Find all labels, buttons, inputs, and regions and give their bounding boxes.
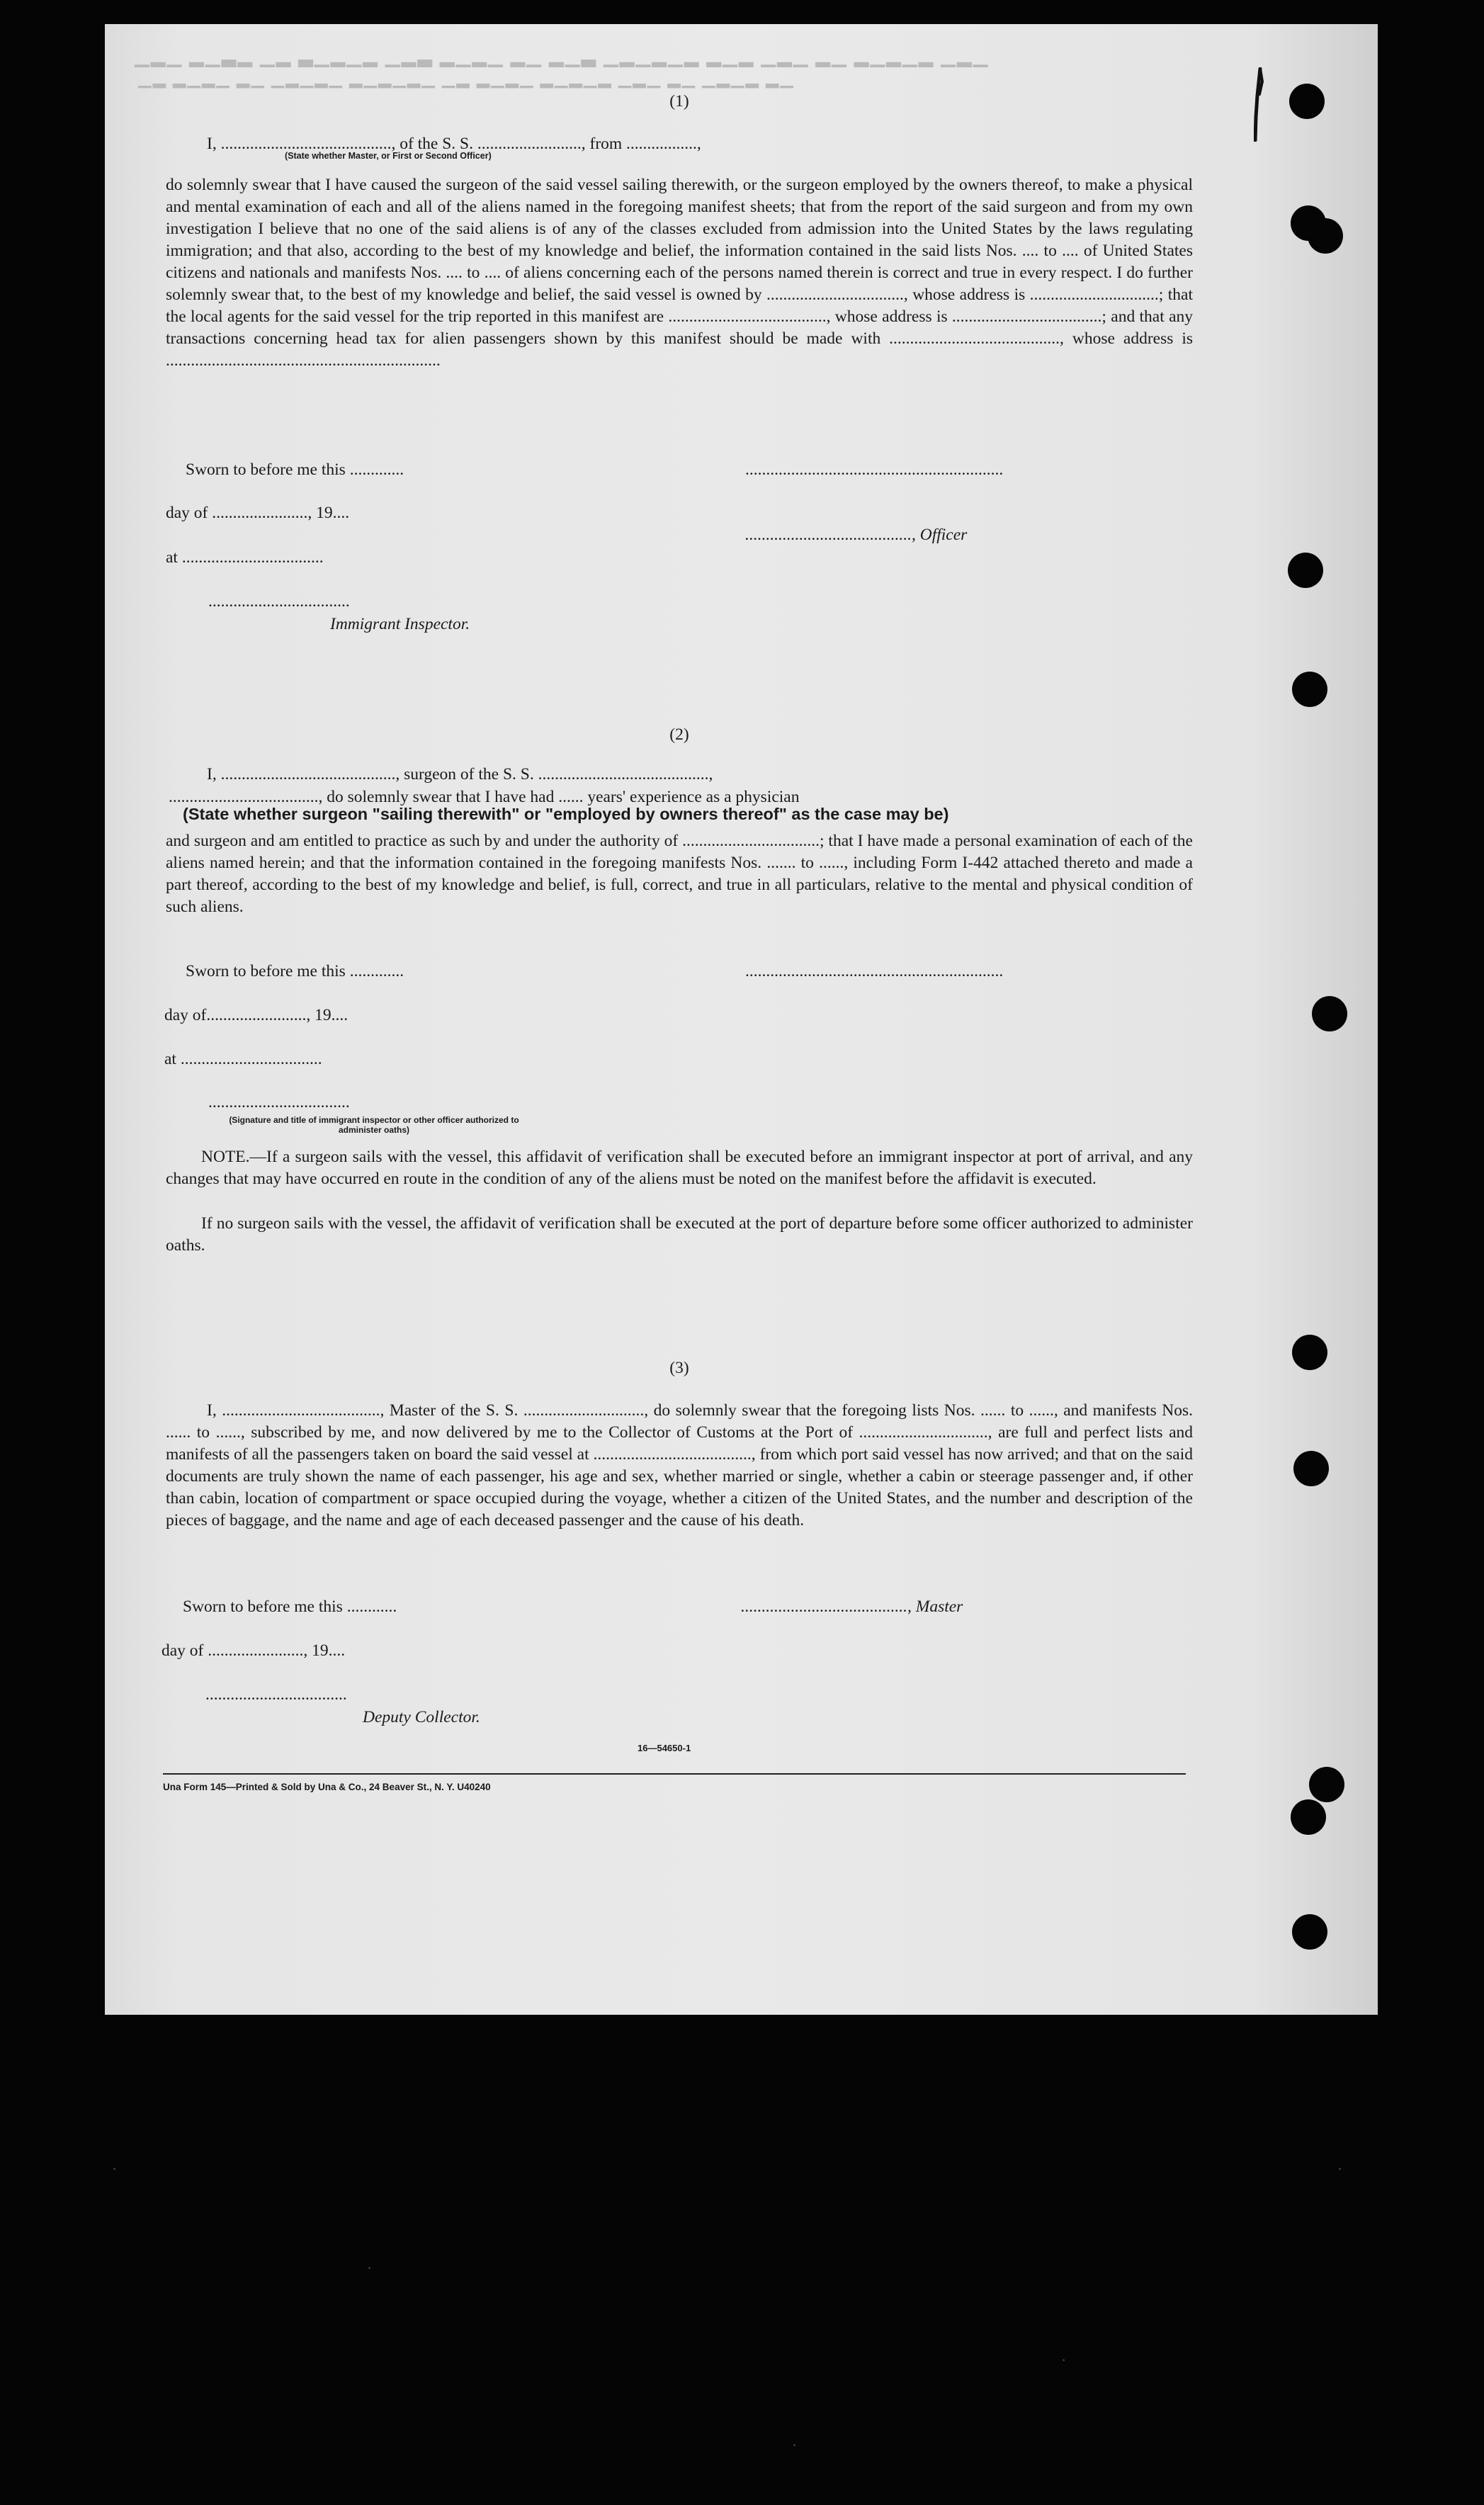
section-2-line2: ...................................., do solemnly swear that I have had ...... years' experience as a physician xyxy=(169,788,800,806)
pen-mark xyxy=(1254,67,1264,142)
section-1-inspector-label: Immigrant Inspector. xyxy=(330,615,470,633)
section-1-sworn: Sworn to before me this ............. xyxy=(186,460,404,479)
section-1-body: do solemnly swear that I have caused the surgeon of the said vessel sailing therewith, or the surgeon employed by the owners thereof, to make a physical and mental examination of each and all of the aliens named in the foregoing manifest sheets; that from the report of the said surgeon and from my own investigation I believe that no one of the said aliens is of any of the classes excluded from admission into the United States by the laws regulating immigration; and that also, according to the best of my knowledge and belief, the information contained in the said lists Nos. .... to .... of United States citizens and nationals and manifests Nos. .... to .... of aliens concerning each of the persons named therein is correct and true in every respect. I do further solemnly swear that, to the best of my knowledge and belief, the said vessel is owned by ................................., whose address is ...............................; that the local agents for the said vessel for the trip reported in this manifest are ......................................, whose address is ....................................; and that any transactions concerning head tax for alien passengers shown by this manifest should be made with ........................................., whose address is .................................................................. xyxy=(166,176,1193,370)
section-2-line2-note: (State whether surgeon "sailing therewith" or "employed by owners thereof" as the case may be) xyxy=(183,805,949,823)
section-2-day: day of........................, 19.... xyxy=(164,1006,349,1024)
section-2-note-2: If no surgeon sails with the vessel, the affidavit of verification shall be executed at the port of departure before some officer authorized to administer oaths. xyxy=(166,1214,1193,1255)
section-3-deputy-label: Deputy Collector. xyxy=(363,1708,480,1726)
section-2-note: NOTE.—If a surgeon sails with the vessel, this affidavit of verification shall be executed before an immigrant inspector at port of arrival, and any changes that may have occurred en route in the condition of any of the aliens must be noted on the manifest before the affidavit is executed. xyxy=(166,1148,1193,1188)
section-1-number: (1) xyxy=(669,92,689,111)
punch-hole xyxy=(1292,1914,1327,1950)
punch-hole xyxy=(1288,553,1323,588)
section-2-sworn: Sworn to before me this ............. xyxy=(186,962,404,980)
punch-hole xyxy=(1289,84,1325,119)
section-2-number: (2) xyxy=(669,725,689,744)
bleed-through-text: ▁▂▁ ▂▁▃▂ ▁▂ ▃▁▂▁▂ ▁▂▃ ▂▁▂▁ ▂▁ ▂▁▃ ▁▂▁▂▁▂ ▂▁▂ ▁▂▁ ▂▁ ▂▁▂▁▂ ▁▂▁ xyxy=(135,47,990,67)
punch-hole xyxy=(1312,996,1347,1031)
footer-rule xyxy=(163,1773,1186,1775)
speck xyxy=(1339,2168,1341,2170)
section-3-master: ........................................, Master xyxy=(741,1598,963,1616)
bleed-through-text: ▁▂ ▂▁▂▁ ▂▁ ▁▂▁▂▁ ▂▁▂▁▂▁ ▁▂ ▂▁▂▁ ▂▁▂▁▂ ▁▂▁ ▂▁ ▁▂▁▂ ▂▁ xyxy=(138,72,795,89)
punch-hole xyxy=(1308,218,1343,254)
section-2-signature-dots: .................................. xyxy=(208,1093,350,1112)
punch-hole xyxy=(1293,1451,1329,1486)
printer-line: Una Form 145—Printed & Sold by Una & Co., 24 Beaver St., N. Y. U40240 xyxy=(163,1782,491,1792)
section-1-oath-line: I, ........................................., of the S. S. ........................., from ................., xyxy=(207,135,701,153)
section-2-line1: I, .........................................., surgeon of the S. S. ........................................., xyxy=(207,765,713,784)
section-2-body: and surgeon and am entitled to practice as such by and under the authority of .................................; that I have made a personal examination of each of the aliens named herein; and that the information contained in the foregoing manifests Nos. ....... to ......, including Form I-442 attached thereto and made a part thereof, according to the best of my knowledge and belief, is full, correct, and true in all particulars, relative to the mental and physical condition of such aliens. xyxy=(166,832,1193,916)
section-2-at: at .................................. xyxy=(164,1050,322,1068)
section-3-body: I, ......................................, Master of the S. S. ............................., do solemnly swear that the foregoing lists Nos. ...... to ......, and manifests Nos. ...... to ......, subscribed by me, and now delivered by me to the Collector of Customs at the Port of ..............................., are full and perfect lists and manifests of all the passengers taken on board the said vessel at ......................................, from which port said vessel has now arrived; and that on the said documents are truly shown the name of each passenger, his age and sex, whether married or single, whether a cabin or steerage passenger and, if other than cabin, location of compartment or space occupied during the voyage, whether a citizen of the United States, and the number and description of the pieces of baggage, and the name and age of each deceased passenger and the cause of his death. xyxy=(166,1401,1193,1529)
section-3-sworn: Sworn to before me this ............ xyxy=(183,1598,397,1616)
speck xyxy=(793,2444,795,2446)
section-1-day: day of ......................., 19.... xyxy=(166,504,350,522)
punch-hole xyxy=(1292,1335,1327,1370)
section-3-deputy-dots: .................................. xyxy=(205,1685,347,1704)
section-1-inspector-dots: .................................. xyxy=(208,592,350,611)
punch-hole xyxy=(1292,672,1327,707)
section-1-line1 xyxy=(166,133,1193,161)
section-1-officer: ........................................, Officer xyxy=(745,526,968,544)
speck xyxy=(1063,2359,1065,2361)
section-3-day: day of ......................., 19.... xyxy=(162,1641,346,1660)
section-3-number: (3) xyxy=(669,1359,689,1377)
section-2-signature-note: (Signature and title of immigrant inspector or other officer authorized to administer oaths) xyxy=(229,1115,519,1135)
speck xyxy=(113,2168,115,2170)
form-number: 16—54650-1 xyxy=(638,1743,691,1753)
section-2-sworn-signature: .............................................................. xyxy=(745,962,1004,980)
section-1-sworn-signature: .............................................................. xyxy=(745,460,1004,479)
section-1-at: at .................................. xyxy=(166,548,324,567)
punch-hole xyxy=(1291,1799,1326,1835)
punch-hole xyxy=(1309,1767,1344,1802)
speck xyxy=(368,2267,370,2269)
section-1-oath-note: (State whether Master, or First or Second Officer) xyxy=(285,151,492,161)
